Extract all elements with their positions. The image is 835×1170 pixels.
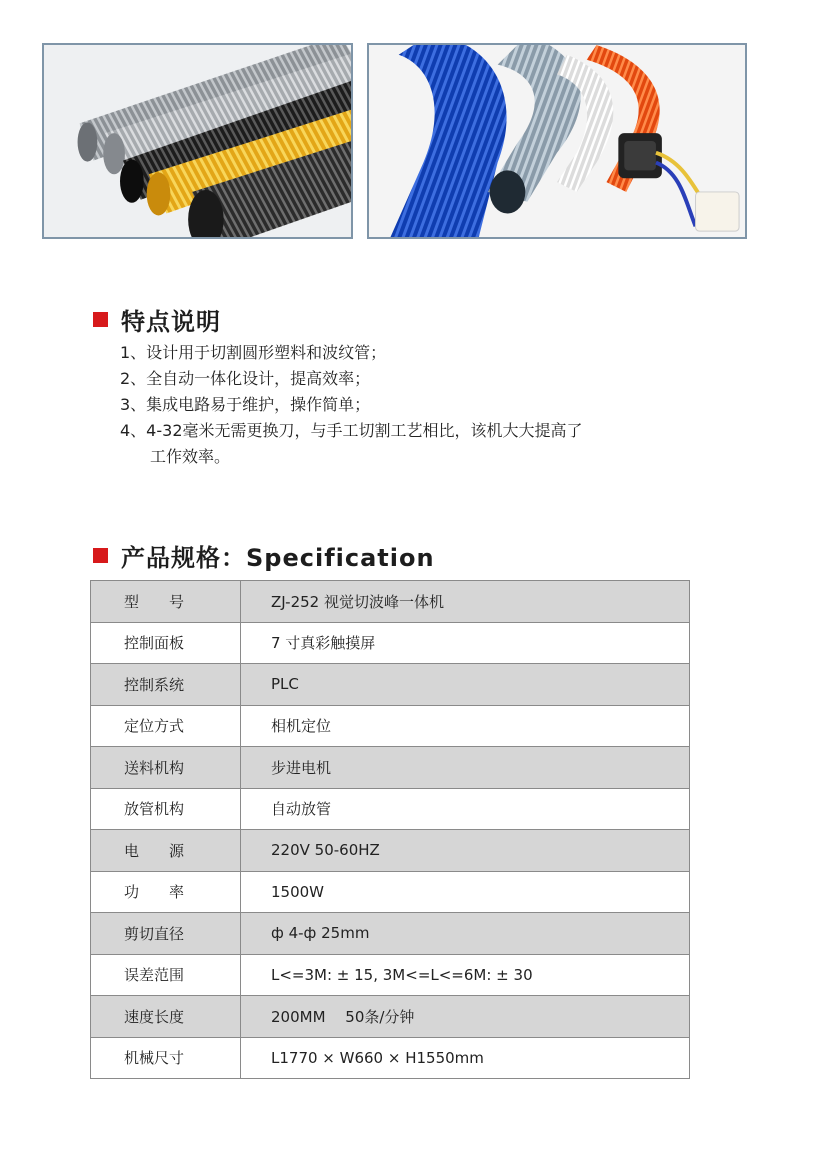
table-row <box>91 747 690 789</box>
feature-item: 3、集成电路易于维护，操作简单； <box>120 395 371 414</box>
feature-item: 1、设计用于切割圆形塑料和波纹管； <box>120 343 387 362</box>
features-list <box>120 340 740 470</box>
spec-key: 型 号 <box>91 581 241 623</box>
red-square-bullet-icon <box>93 548 108 563</box>
spec-value: ZJ-252 视觉切波峰一体机 <box>241 581 690 623</box>
feature-item-continuation: 工作效率。 <box>150 447 231 466</box>
spec-key: 机械尺寸 <box>91 1037 241 1079</box>
spec-key: 剪切直径 <box>91 913 241 955</box>
table-row <box>91 788 690 830</box>
table-row <box>91 871 690 913</box>
spec-key: 功 率 <box>91 871 241 913</box>
spec-heading <box>93 538 435 573</box>
red-square-bullet-icon <box>93 312 108 327</box>
hose-illustration-right <box>369 45 745 237</box>
spec-key: 误差范围 <box>91 954 241 996</box>
feature-item: 2、全自动一体化设计，提高效率； <box>120 369 371 388</box>
table-row <box>91 664 690 706</box>
spec-value: 相机定位 <box>241 705 690 747</box>
spec-value: 200MM 50条/分钟 <box>241 996 690 1038</box>
spec-value: ф 4-ф 25mm <box>241 913 690 955</box>
spec-key: 送料机构 <box>91 747 241 789</box>
features-title: 特点说明 <box>121 308 221 336</box>
spec-key: 控制面板 <box>91 622 241 664</box>
spec-key: 控制系统 <box>91 664 241 706</box>
table-row <box>91 581 690 623</box>
spec-value: 步进电机 <box>241 747 690 789</box>
table-row <box>91 622 690 664</box>
hose-illustration-left <box>44 45 351 237</box>
spec-value: 1500W <box>241 871 690 913</box>
spec-key: 放管机构 <box>91 788 241 830</box>
spec-title: 产品规格：Specification <box>121 544 435 572</box>
feature-item: 4、4-32毫米无需更换刀，与手工切割工艺相比，该机大大提高了 <box>120 421 583 440</box>
spec-key: 速度长度 <box>91 996 241 1038</box>
product-photo-right <box>367 43 747 239</box>
spec-value: L<=3M: ± 15, 3M<=L<=6M: ± 30 <box>241 954 690 996</box>
spec-key: 定位方式 <box>91 705 241 747</box>
spec-value: 220V 50-60HZ <box>241 830 690 872</box>
spec-value: L1770 × W660 × H1550mm <box>241 1037 690 1079</box>
spec-table <box>90 580 690 1079</box>
product-photo-left <box>42 43 353 239</box>
table-row <box>91 1037 690 1079</box>
table-row <box>91 954 690 996</box>
table-row <box>91 830 690 872</box>
features-heading <box>93 302 221 337</box>
spec-key: 电 源 <box>91 830 241 872</box>
table-row <box>91 705 690 747</box>
table-row <box>91 913 690 955</box>
table-row <box>91 996 690 1038</box>
spec-value: 7 寸真彩触摸屏 <box>241 622 690 664</box>
spec-value: 自动放管 <box>241 788 690 830</box>
spec-value: PLC <box>241 664 690 706</box>
